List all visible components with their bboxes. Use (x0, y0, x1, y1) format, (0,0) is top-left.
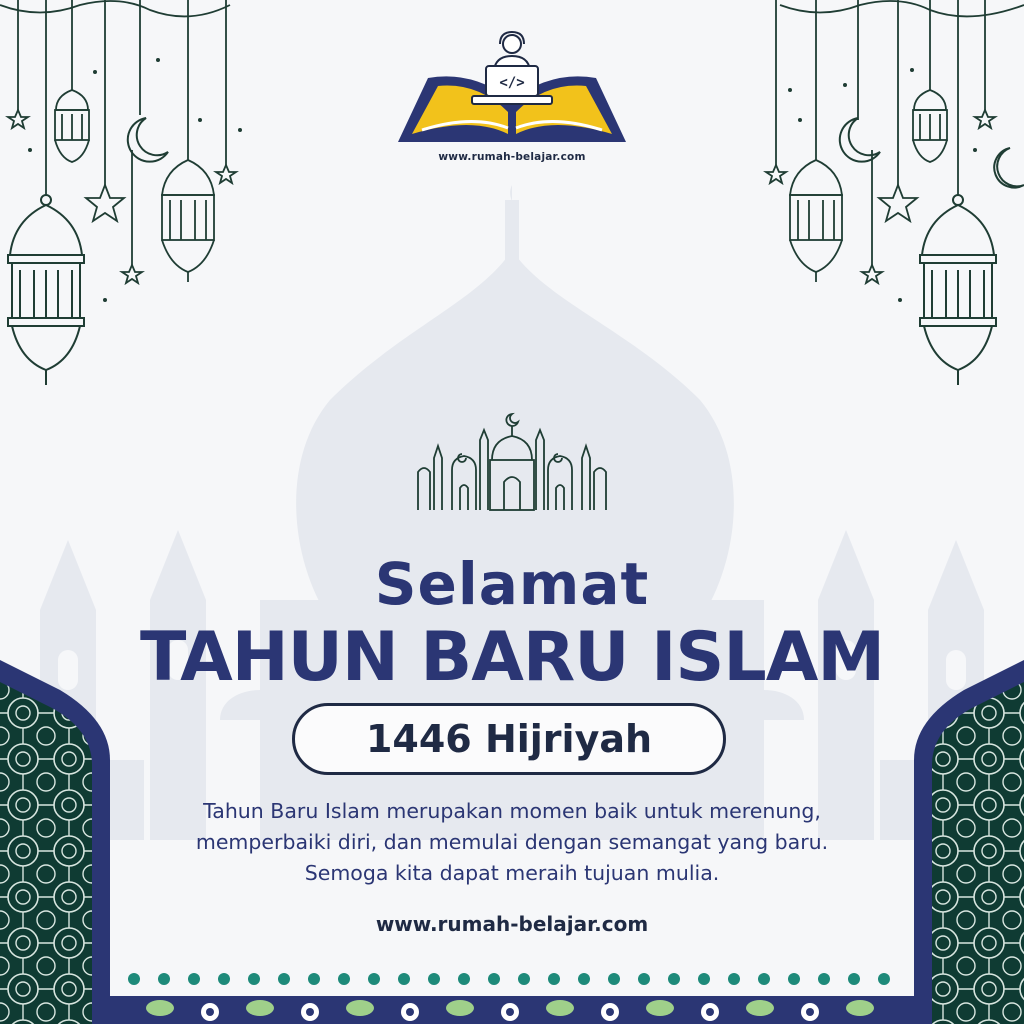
svg-text:</>: </> (499, 75, 525, 91)
lantern-icon (920, 195, 996, 385)
greeting-title: TAHUN BARU ISLAM (139, 618, 885, 697)
crescent-icon (840, 118, 880, 162)
mosque-icon (412, 410, 612, 514)
lantern-icon (913, 90, 947, 162)
crescent-icon (994, 148, 1024, 188)
year-badge-text: 1446 Hijriyah (365, 717, 653, 761)
greeting-line-selamat: Selamat (374, 550, 650, 618)
footer-website-link[interactable]: www.rumah-belajar.com (375, 912, 649, 936)
year-badge (292, 703, 726, 775)
logo-url-text: www.rumah-belajar.com (438, 151, 586, 163)
greeting-message: Tahun Baru Islam merupakan momen baik untuk merenung, memperbaiki diri, dan memulai dengan semangat yang baru. Semoga kita dapat meraih tujuan mulia. (195, 799, 829, 885)
lantern-icon (790, 160, 842, 282)
